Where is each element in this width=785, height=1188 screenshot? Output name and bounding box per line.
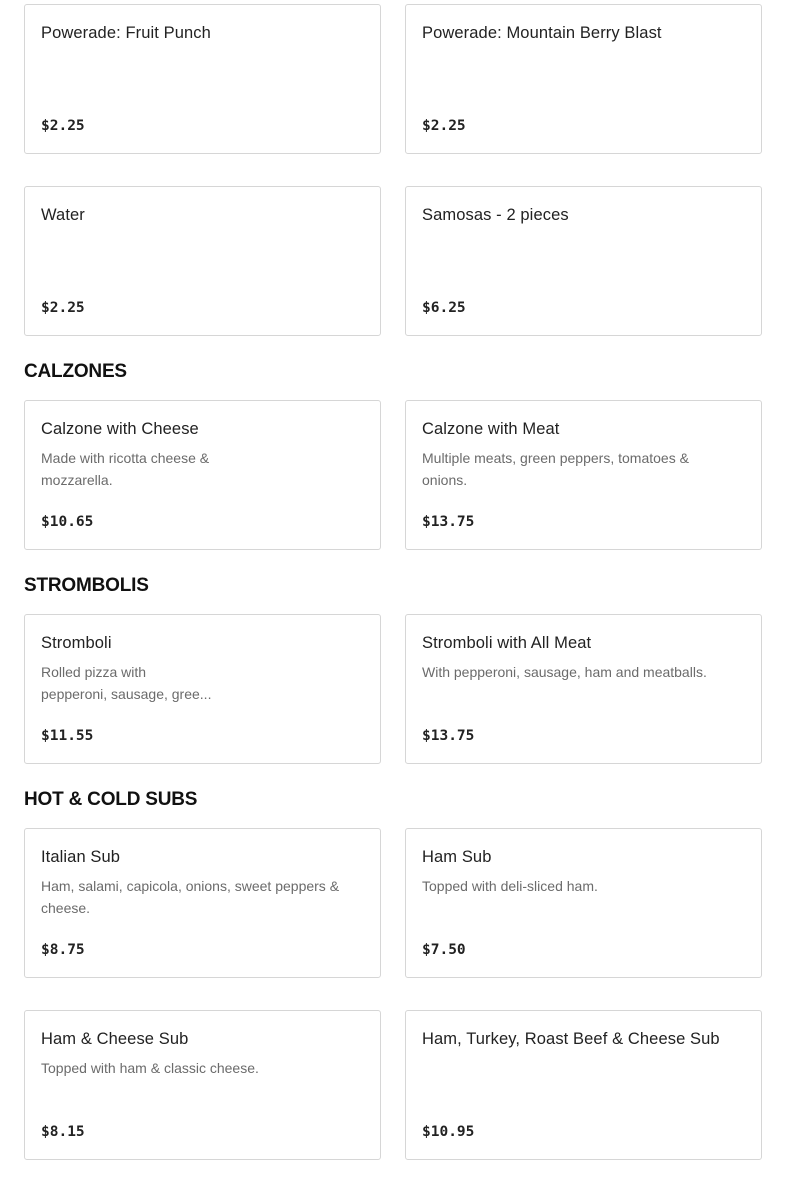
menu-item-card[interactable] — [24, 4, 381, 154]
item-price: $8.75 — [41, 942, 85, 958]
item-name: Ham Sub — [422, 848, 492, 866]
menu-item-card[interactable] — [24, 828, 381, 978]
section-heading-calzones: CALZONES — [24, 361, 127, 382]
menu-item-card[interactable] — [405, 400, 762, 550]
item-price: $6.25 — [422, 300, 466, 316]
item-name: Calzone with Meat — [422, 420, 560, 438]
item-description: Topped with deli-sliced ham. — [422, 878, 598, 894]
item-price: $2.25 — [41, 300, 85, 316]
menu-item-card[interactable] — [24, 1010, 381, 1160]
item-price: $2.25 — [422, 118, 466, 134]
menu-item-card[interactable] — [24, 186, 381, 336]
item-name: Powerade: Fruit Punch — [41, 24, 211, 42]
menu-item-card[interactable] — [24, 614, 381, 764]
item-name: Ham, Turkey, Roast Beef & Cheese Sub — [422, 1030, 720, 1048]
section-heading-subs: HOT & COLD SUBS — [24, 789, 198, 810]
menu-item-card[interactable] — [405, 4, 762, 154]
item-description: Rolled pizza with pepperoni, sausage, gree... — [41, 664, 212, 702]
item-name: Italian Sub — [41, 848, 121, 866]
item-name: Ham & Cheese Sub — [41, 1030, 189, 1048]
item-price: $10.95 — [422, 1124, 475, 1140]
item-name: Samosas - 2 pieces — [422, 206, 569, 224]
item-price: $8.15 — [41, 1124, 85, 1140]
item-price: $13.75 — [422, 514, 475, 530]
menu-item-card[interactable] — [405, 1010, 762, 1160]
item-name: Powerade: Mountain Berry Blast — [422, 24, 662, 42]
item-name: Calzone with Cheese — [41, 420, 199, 438]
item-description: Made with ricotta cheese & mozzarella. — [41, 450, 210, 488]
menu-item-card[interactable] — [405, 828, 762, 978]
item-price: $11.55 — [41, 728, 94, 744]
item-price: $2.25 — [41, 118, 85, 134]
item-description: Multiple meats, green peppers, tomatoes & onions. — [422, 450, 689, 488]
item-description: Topped with ham & classic cheese. — [41, 1060, 259, 1076]
section-heading-strombolis: STROMBOLIS — [24, 575, 149, 596]
menu-item-card[interactable] — [405, 186, 762, 336]
item-name: Stromboli — [41, 634, 112, 652]
item-price: $7.50 — [422, 942, 466, 958]
item-price: $10.65 — [41, 514, 94, 530]
item-name: Stromboli with All Meat — [422, 634, 592, 652]
item-description: With pepperoni, sausage, ham and meatballs. — [422, 664, 707, 680]
menu-item-card[interactable] — [405, 614, 762, 764]
item-description: Ham, salami, capicola, onions, sweet peppers & cheese. — [41, 878, 340, 916]
menu-item-card[interactable] — [24, 400, 381, 550]
item-name: Water — [41, 206, 85, 224]
item-price: $13.75 — [422, 728, 475, 744]
